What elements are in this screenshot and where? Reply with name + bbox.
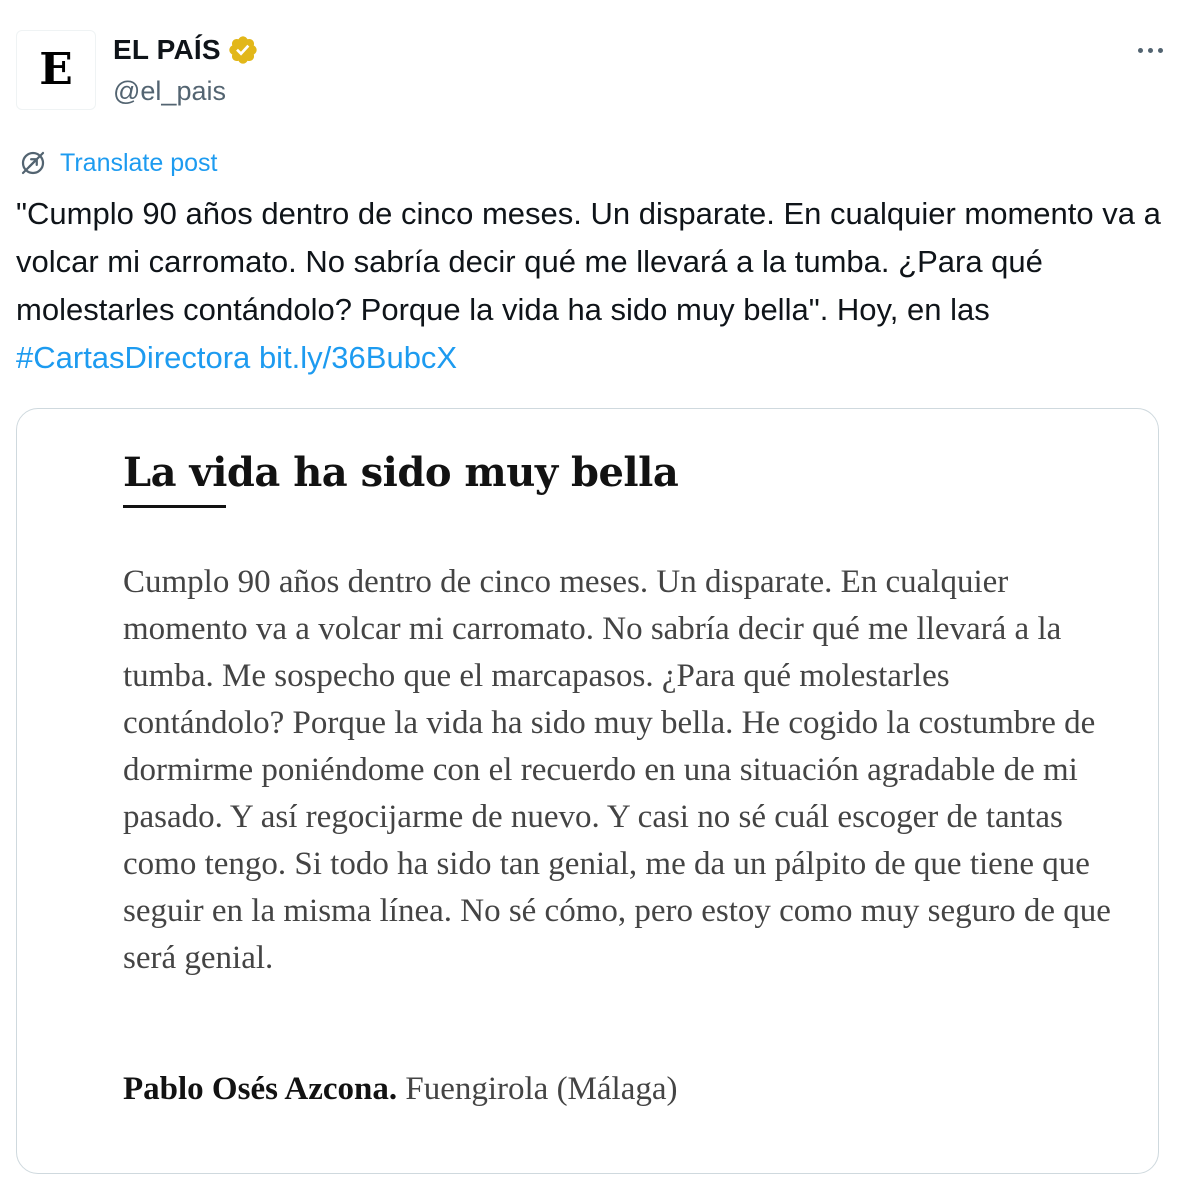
more-dot: [1148, 48, 1153, 53]
letter-title: La vida ha sido muy bella: [123, 449, 679, 496]
more-dot: [1138, 48, 1143, 53]
author-name-row: [113, 32, 259, 68]
signature-place: Fuengirola (Málaga): [397, 1071, 678, 1107]
short-url-link[interactable]: bit.ly/36BubcX: [258, 340, 458, 375]
translate-icon: [18, 148, 48, 178]
title-underline: [123, 505, 226, 508]
avatar-letter: E: [39, 44, 73, 95]
avatar[interactable]: [16, 30, 96, 110]
author-identity: [113, 32, 259, 107]
post-text: [16, 190, 1166, 382]
letter-body: Cumplo 90 años dentro de cinco meses. Un disparate. En cualquier momento va a volcar mi carromato. No sabría decir qué me llevará a la tumba. Me sospecho que el marcapasos. ¿Para qué molestarles contándolo? Porque la vida ha sido muy bella. He cogido la costumbre de dormirme poniéndome con el recuerdo en una situación agradable de mi pasado. Y así regocijarme de nuevo. Y casi no sé cuál escoger de tantas como tengo. Si todo ha sido tan genial, me da un pálpito de que tiene que seguir en la misma línea. No sé cómo, pero estoy como muy seguro de que será genial.: [123, 564, 1111, 976]
more-options-icon[interactable]: [1130, 36, 1170, 64]
post-text-body: "Cumplo 90 años dentro de cinco meses. Un disparate. En cualquier momento va a volcar mi carromato. No sabría decir qué me llevará a la tumba. ¿Para qué molestarles contándolo? Porque la vida ha sido muy bella". Hoy, en las: [16, 196, 1161, 327]
translate-post-label: Translate post: [60, 148, 218, 177]
more-dot: [1158, 48, 1163, 53]
letter-signature: [123, 1071, 678, 1108]
signature-name: Pablo Osés Azcona.: [123, 1071, 398, 1107]
account-handle[interactable]: @el_pais: [113, 76, 226, 106]
hashtag-link[interactable]: #CartasDirectora: [16, 340, 251, 375]
account-name[interactable]: EL PAÍS: [113, 34, 221, 65]
translate-post-link[interactable]: [18, 148, 217, 178]
post-header: [16, 30, 1176, 110]
media-card[interactable]: [16, 408, 1159, 1174]
verified-badge-icon: [227, 34, 259, 66]
